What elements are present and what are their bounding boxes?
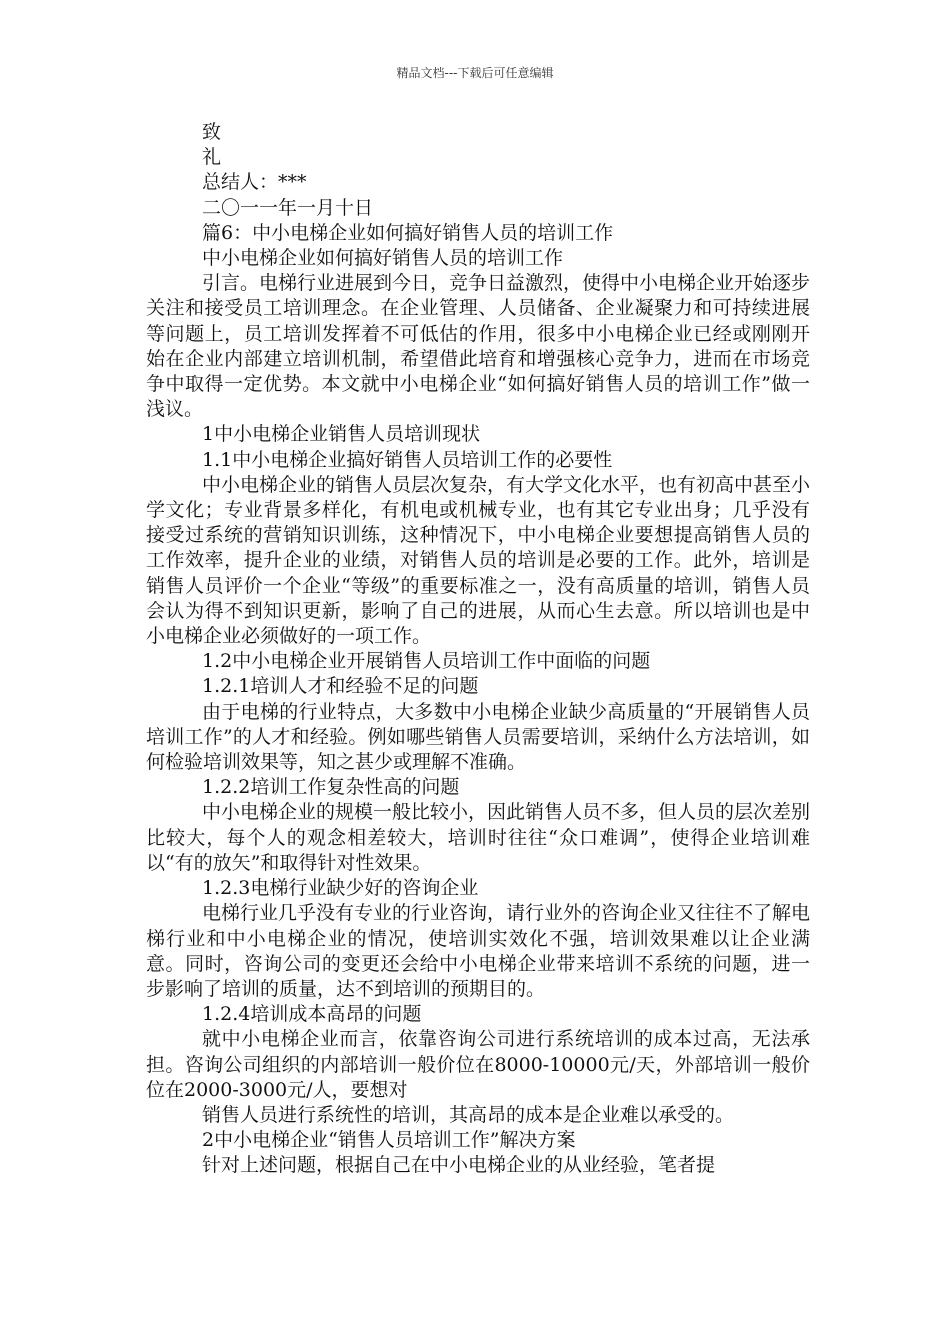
article-title: 中小电梯企业如何搞好销售人员的培训工作: [202, 247, 564, 270]
closing-line: 致: [202, 121, 222, 143]
subsubsection-heading: 1.2.2培训工作复杂性高的问题: [202, 776, 460, 799]
section-heading: 2中小电梯企业“销售人员培训工作”解决方案: [202, 1129, 576, 1152]
paragraph: 就中小电梯企业而言，依靠咨询公司进行系统培训的成本过高，无法承担。咨询公司组织的内部培训一般价位在8000-10000元/天，外部培训一般价位在2000-3000元/人，要想对: [146, 1028, 810, 1101]
date-line: 二〇一一年一月十日: [202, 196, 374, 219]
section-heading: 1中小电梯企业销售人员培训现状: [202, 423, 481, 446]
paragraph: 由于电梯的行业特点，大多数中小电梯企业缺少高质量的“开展销售人员培训工作”的人才和经验。例如哪些销售人员需要培训，采纳什么方法培训，如何检验培训效果等，知之甚少或理解不准确。: [146, 700, 810, 774]
document-body: [146, 120, 810, 1179]
article-label: 篇6：中小电梯企业如何搞好销售人员的培训工作: [202, 221, 614, 244]
paragraph: 电梯行业几乎没有专业的行业咨询，请行业外的咨询企业又往往不了解电梯行业和中小电梯企业的情况，使培训实效化不强，培训效果难以让企业满意。同时，咨询公司的变更还会给中小电梯企业带来培训不系统的问题，进一步影响了培训的质量，达不到培训的预期目的。: [146, 902, 811, 1000]
intro-paragraph: 引言。电梯行业进展到今日，竞争日益激烈，使得中小电梯企业开始逐步关注和接受员工培训理念。在企业管理、人员储备、企业凝聚力和可持续进展等问题上，员工培训发挥着不可低估的作用，很多中小电梯企业已经或刚刚开始在企业内部建立培训机制，希望借此培育和增强核心竞争力，进而在市场竞争中取得一定优势。本文就中小电梯企业“如何搞好销售人员的培训工作”做一浅议。: [146, 272, 811, 421]
subsection-heading: 1.2中小电梯企业开展销售人员培训工作中面临的问题: [202, 650, 651, 673]
paragraph: 针对上述问题，根据自己在中小电梯企业的从业经验，笔者提: [202, 1154, 716, 1177]
closing-line: 礼: [202, 146, 222, 169]
subsubsection-heading: 1.2.3电梯行业缺少好的咨询企业: [202, 877, 479, 900]
page-header: 精品文档---下载后可任意编辑: [396, 66, 554, 80]
paragraph-continued: 销售人员进行系统性的培训，其高昂的成本是企业难以承受的。: [202, 1103, 735, 1126]
signature-line: 总结人：***: [202, 171, 307, 194]
paragraph: 中小电梯企业的销售人员层次复杂，有大学文化水平，也有初高中甚至小学文化；专业背景多样化，有机电或机械专业，也有其它专业出身；几乎没有接受过系统的营销知识训练，这种情况下，中小电梯企业要想提高销售人员的工作效率，提升企业的业绩，对销售人员的培训是必要的工作。此外，培训是销售人员评价一个企业“等级”的重要标准之一，没有高质量的培训，销售人员会认为得不到知识更新，影响了自己的进展，从而心生去意。所以培训也是中小电梯企业必须做好的一项工作。: [146, 473, 811, 648]
subsubsection-heading: 1.2.1培训人才和经验不足的问题: [202, 675, 479, 698]
subsection-heading: 1.1中小电梯企业搞好销售人员培训工作的必要性: [202, 448, 613, 471]
subsubsection-heading: 1.2.4培训成本高昂的问题: [202, 1003, 422, 1026]
paragraph: 中小电梯企业的规模一般比较小，因此销售人员不多，但人员的层次差别比较大，每个人的观念相差较大，培训时往往“众口难调”，使得企业培训难以“有的放矢”和取得针对性效果。: [146, 801, 811, 874]
